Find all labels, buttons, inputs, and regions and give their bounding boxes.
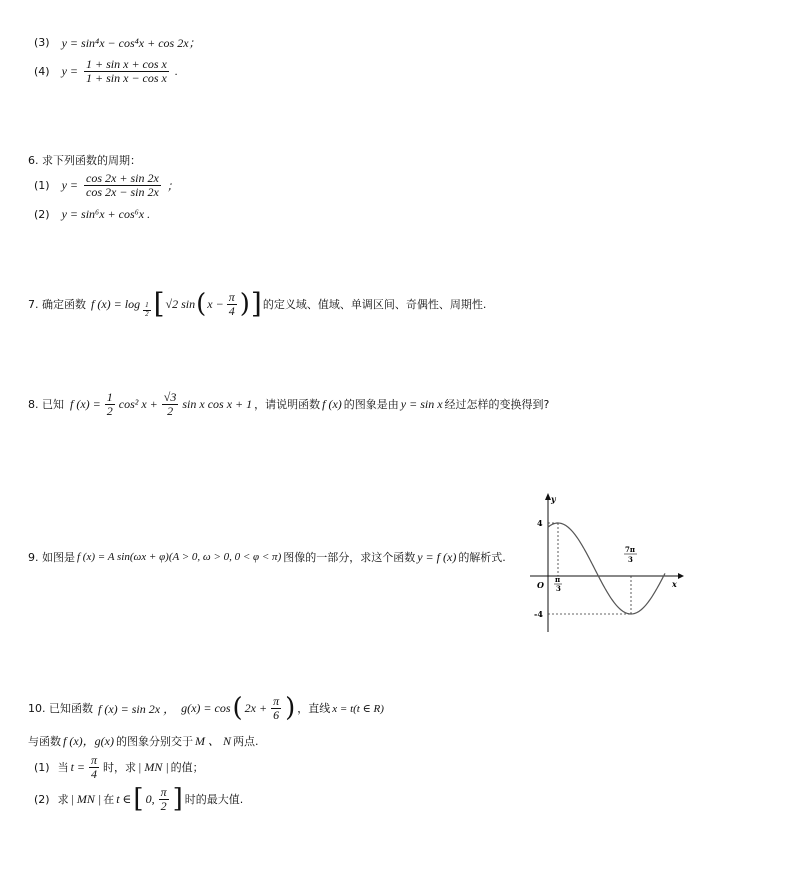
q10-sub2: [34, 784, 244, 815]
sine-graph: [510, 490, 690, 640]
item-number: (3): [34, 36, 50, 49]
origin-label: O: [537, 580, 544, 590]
t-in: t ∈: [116, 791, 132, 806]
item-number: (2): [34, 208, 50, 221]
text: 当: [57, 761, 69, 775]
sqrt3: √3: [163, 390, 177, 404]
six: 6: [273, 707, 280, 722]
mn-points: M 、 N: [194, 734, 231, 748]
question-title: 6. 求下列函数的周期：: [28, 154, 141, 167]
y-axis-label: y: [551, 494, 556, 504]
numerator: 1 + sin x + cos x: [86, 57, 167, 71]
text: 的值；: [170, 761, 204, 775]
one-half: [105, 391, 115, 417]
two: 2: [167, 403, 174, 418]
func-lhs: f (x) = log: [91, 296, 141, 311]
question-mid: ，请说明函数: [254, 398, 321, 412]
q5-item3: [34, 34, 201, 51]
seven-pi-third-den: 3: [628, 555, 633, 564]
semicolon: ；: [166, 178, 179, 193]
question-mid: ，直线: [297, 702, 331, 716]
abs-mn: | MN |: [70, 791, 102, 806]
line-def: x = t(t ∈ R): [332, 702, 384, 715]
q6-item2: [34, 207, 150, 222]
question-prefix: 8. 已知: [28, 398, 64, 412]
q7-question: [28, 287, 487, 320]
log-base: [143, 302, 151, 318]
pi-third-den: 3: [556, 584, 561, 593]
t-eq: t =: [70, 759, 86, 774]
g-arg: 2x +: [244, 700, 268, 715]
denominator: cos 2x − sin 2x: [86, 184, 159, 199]
pi: π: [228, 289, 235, 304]
fraction: [84, 172, 161, 198]
text: 求: [57, 793, 69, 807]
pi: π: [160, 785, 167, 799]
g-def: g(x) = cos: [181, 700, 231, 715]
formula-lhs: y =: [61, 177, 79, 192]
fraction: [84, 58, 169, 84]
pi-over-6: [271, 695, 281, 721]
sqrt3-half: [162, 391, 179, 417]
q8-question: [28, 391, 549, 417]
q6-title: [28, 152, 141, 168]
q10-sub1: [34, 754, 204, 780]
paren-open: (: [232, 693, 243, 724]
text: 两点.: [233, 734, 259, 748]
pi-over-4: [227, 291, 237, 317]
paren-close: ): [285, 693, 296, 724]
question-suffix: 的定义域、值域、单调区间、奇偶性、周期性.: [262, 298, 487, 311]
func-lhs: f (x) =: [70, 396, 101, 411]
item-number: (1): [34, 178, 50, 192]
formula: y = sin⁴x − cos⁴x + cos 2x；: [61, 36, 201, 50]
text: 时，求: [103, 761, 137, 775]
x-axis-label: x: [672, 579, 677, 589]
formula: y = sin⁶x + cos⁶x .: [61, 207, 151, 221]
question-prefix: 10. 已知函数: [28, 702, 93, 716]
arg-x: x −: [207, 296, 224, 311]
bracket-open: [: [153, 287, 165, 320]
paren-open: (: [196, 289, 207, 319]
x-axis-arrow: [678, 573, 684, 579]
q10-line2: [28, 732, 259, 749]
two: 2: [106, 403, 113, 418]
question-suffix: 经过怎样的变换得到?: [444, 398, 550, 412]
log-base-num: 1: [145, 301, 149, 310]
question-suffix: 的解析式.: [458, 551, 506, 564]
y-max-label: 4: [537, 518, 543, 528]
numerator: cos 2x + sin 2x: [86, 171, 159, 185]
y-min-label: -4: [534, 609, 543, 619]
four: 4: [91, 766, 98, 781]
period: .: [174, 63, 178, 78]
item-number: (2): [34, 792, 50, 806]
pi: π: [273, 694, 280, 708]
q5-item4: [34, 58, 178, 84]
text: 的图象分别交于: [115, 734, 193, 748]
zero: 0,: [145, 791, 155, 806]
sqrt2-sin: √2 sin: [165, 296, 196, 311]
sine-curve: [548, 523, 665, 614]
cos-term: cos² x +: [118, 396, 158, 411]
two: 2: [160, 798, 167, 813]
denominator: 1 + sin x − cos x: [86, 70, 167, 85]
text: 与函数: [28, 734, 61, 748]
seven-pi-third-num: 7π: [625, 545, 635, 554]
fx: f (x): [322, 396, 342, 411]
pi-over-2: [159, 786, 169, 812]
f-def: f (x) = sin 2x ，: [98, 701, 176, 716]
question-mid: 图像的一部分，求这个函数: [283, 551, 416, 564]
question-prefix: 9. 如图是: [28, 551, 75, 564]
ysinx: y = sin x: [400, 396, 443, 411]
question-prefix: 7. 确定函数: [28, 298, 86, 311]
q6-item1: [34, 172, 179, 198]
q9-question: [28, 549, 506, 565]
pi: π: [91, 753, 98, 767]
bracket-close: ]: [172, 784, 183, 815]
pi-third-num: π: [555, 575, 561, 584]
item-number: (4): [34, 64, 50, 78]
four: 4: [228, 303, 235, 318]
fg: f (x)，g(x): [63, 734, 114, 748]
text: 时的最大值.: [184, 793, 244, 807]
formula-lhs: y =: [61, 63, 79, 78]
sin-term: sin x cos x + 1: [182, 396, 253, 411]
paren-close: ): [239, 289, 250, 319]
pi-over-4: [89, 754, 99, 780]
yfx: y = f (x): [417, 549, 457, 564]
q10-line1: [28, 693, 384, 724]
text: 在: [103, 793, 115, 807]
bracket-open: [: [133, 784, 144, 815]
abs-mn: | MN |: [138, 759, 169, 774]
item-number: (1): [34, 760, 50, 774]
func-expr: f (x) = A sin(ωx + φ)(A > 0, ω > 0, 0 < φ < π): [77, 551, 282, 563]
bracket-close: ]: [250, 287, 262, 320]
question-mid2: 的图象是由: [343, 398, 399, 412]
log-base-den: 2: [145, 309, 149, 318]
one: 1: [106, 390, 113, 404]
